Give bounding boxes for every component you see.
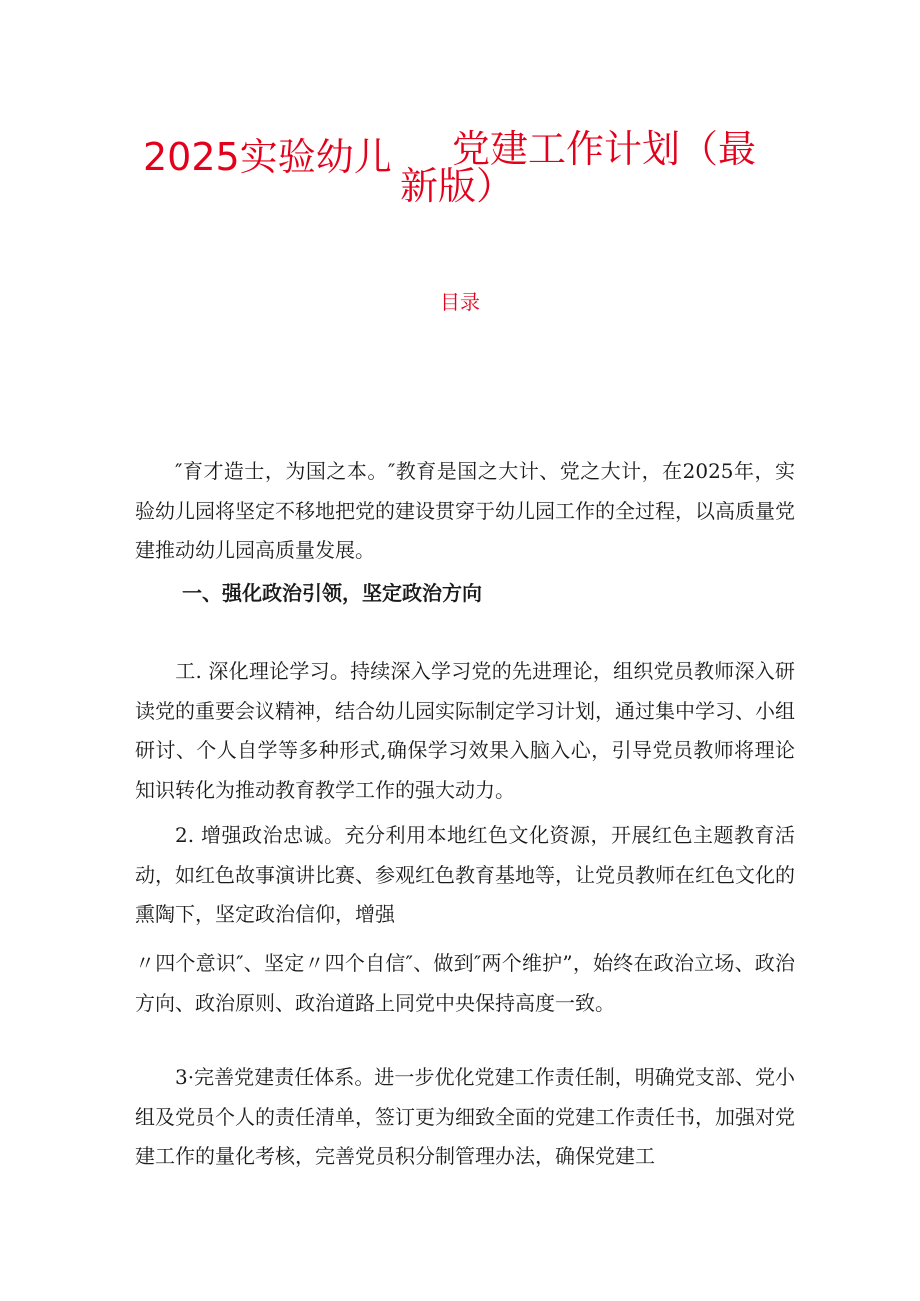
item-2-paragraph [135, 816, 795, 935]
item-3-text: 3·完善党建责任体系。进一步优化党建工作责任制，明确党支部、党小组及党员个人的责任清单，签订更为细致全面的党建工作责任书，加强对党建工作的量化考核，完善党员积分制管理办法，确保党建工 [135, 1065, 795, 1168]
item-2-text: 2. 增强政治忠诚。充分利用本地红色文化资源，开展红色主题教育活动，如红色故事演讲比赛、参观红色教育基地等，让党员教师在红色文化的熏陶下，坚定政治信仰，增强 [135, 823, 795, 926]
item-3-paragraph [135, 1058, 795, 1177]
title-part-a: 2025实验幼儿 [143, 135, 392, 179]
item-1-paragraph [135, 652, 795, 810]
toc-label: 目录 [440, 290, 480, 314]
title-line-2: 新版） [400, 164, 515, 208]
section-one-heading: 一、强化政治引领，坚定政治方向 [182, 581, 482, 605]
item-2-continuation [135, 944, 795, 1023]
item-1-text: 工. 深化理论学习。持续深入学习党的先进理论，组织党员教师深入研读党的重要会议精神，结合幼儿园实际制定学习计划，通过集中学习、小组研讨、个人自学等多种形式,确保学习效果入脑入心，引导党员教师将理论知识转化为推动教育教学工作的强大动力。 [135, 659, 795, 802]
item-2-cont-text: 〃四个意识″、坚定〃四个自信″、做到″两个维护”，始终在政治立场、政治方向、政治原则、政治道路上同党中央保持高度一致。 [135, 951, 795, 1015]
intro-paragraph [135, 452, 795, 571]
title-part-b: 党建工作计划（最 [452, 127, 757, 171]
intro-text: ″育才造士，为国之本。″教育是国之大计、党之大计，在2025年，实验幼儿园将坚定不移地把党的建设贯穿于幼儿园工作的全过程，以高质量党建推动幼儿园高质量发展。 [135, 459, 795, 562]
